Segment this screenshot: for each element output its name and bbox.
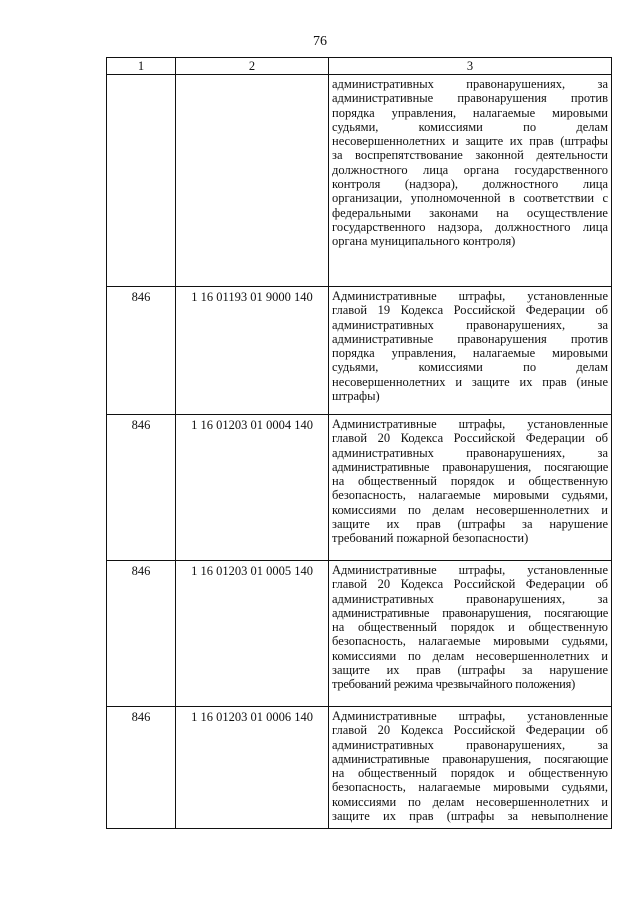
description-line: контроля (надзора), должностного лица <box>332 177 608 192</box>
page-number: 76 <box>313 34 327 49</box>
header-cell-1: 1 <box>107 58 176 75</box>
table-row <box>107 287 612 415</box>
description-line: государственного надзора, должностного лица <box>332 219 608 234</box>
description-line: комиссиями по делам несовершеннолетних и <box>332 648 608 663</box>
table-row <box>107 561 612 707</box>
header-cell-2: 2 <box>176 58 329 75</box>
description-line: административные правонарушения, посягающие <box>332 605 608 620</box>
description-line: на общественный порядок и общественную <box>332 766 608 781</box>
header-cell-3: 3 <box>329 58 612 75</box>
description-line: судьями, комиссиями по делам <box>332 360 608 375</box>
description-line: несовершеннолетних и защите их прав (иные <box>332 374 608 389</box>
description-line: безопасность, налагаемые мировыми судьями, <box>332 780 608 795</box>
kbk-code-cell: 1 16 01203 01 0004 140 <box>176 415 329 561</box>
description-line: на общественный порядок и общественную <box>332 474 608 489</box>
description-line: Административные штрафы, установленные <box>332 563 608 577</box>
description-line: федеральными законами на осуществление <box>332 205 608 220</box>
kbk-code-cell: 1 16 01203 01 0006 140 <box>176 707 329 829</box>
description-line: безопасность, налагаемые мировыми судьями, <box>332 488 608 503</box>
description-line: главой 20 Кодекса Российской Федерации об <box>332 723 608 738</box>
kbk-code-cell <box>176 75 329 287</box>
description-line: судьями, комиссиями по делам <box>332 119 608 134</box>
admin-code-cell <box>107 75 176 287</box>
description-line: несовершеннолетних и защите их прав (штрафы <box>332 134 608 149</box>
description-line: защите их прав (штрафы за нарушение <box>332 663 608 678</box>
description-line: административные правонарушения, посягающие <box>332 751 608 766</box>
description-line: административные правонарушения против <box>332 91 608 106</box>
description-line: административные правонарушения против <box>332 331 608 346</box>
description-line: требований режима чрезвычайного положения) <box>332 677 576 692</box>
description-line: административных правонарушениях, за <box>332 445 608 460</box>
description-line: административных правонарушениях, за <box>332 591 608 606</box>
description-line: за воспрепятствование законной деятельности <box>332 148 608 163</box>
admin-code-cell: 846 <box>107 561 176 707</box>
description-line: защите их прав (штрафы за нарушение <box>332 517 608 532</box>
description-line: комиссиями по делам несовершеннолетних и <box>332 794 608 809</box>
description-line: главой 20 Кодекса Российской Федерации об <box>332 577 608 592</box>
description-line: требований пожарной безопасности) <box>332 531 529 546</box>
admin-code-cell: 846 <box>107 415 176 561</box>
description-line: штрафы) <box>332 389 380 404</box>
description-line: Административные штрафы, установленные <box>332 417 608 431</box>
description-cell <box>329 415 612 561</box>
description-cell <box>329 561 612 707</box>
description-line: административных правонарушениях, за <box>332 317 608 332</box>
table-header-row <box>107 58 612 75</box>
budget-codes-table <box>106 57 612 829</box>
description-line: органа муниципального контроля) <box>332 234 516 249</box>
admin-code-cell: 846 <box>107 707 176 829</box>
description-line: главой 20 Кодекса Российской Федерации об <box>332 431 608 446</box>
description-line: комиссиями по делам несовершеннолетних и <box>332 502 608 517</box>
table-row <box>107 707 612 829</box>
description-line: порядка управления, налагаемые мировыми <box>332 105 608 120</box>
description-line: главой 19 Кодекса Российской Федерации об <box>332 303 608 318</box>
description-line: должностного лица органа государственного <box>332 162 608 177</box>
description-line: административных правонарушениях, за <box>332 77 608 91</box>
description-cell <box>329 707 612 829</box>
description-line: административных правонарушениях, за <box>332 737 608 752</box>
description-line: Административные штрафы, установленные <box>332 289 608 303</box>
description-line: организации, уполномоченной в соответствии с <box>332 191 608 206</box>
description-cell <box>329 75 612 287</box>
description-line: безопасность, налагаемые мировыми судьями, <box>332 634 608 649</box>
kbk-code-cell: 1 16 01193 01 9000 140 <box>176 287 329 415</box>
description-cell <box>329 287 612 415</box>
description-line: порядка управления, налагаемые мировыми <box>332 346 608 361</box>
description-line: защите их прав (штрафы за невыполнение <box>332 809 608 824</box>
table-row <box>107 75 612 287</box>
admin-code-cell: 846 <box>107 287 176 415</box>
description-line: административные правонарушения, посягающие <box>332 459 608 474</box>
table-row <box>107 415 612 561</box>
description-line: Административные штрафы, установленные <box>332 709 608 723</box>
kbk-code-cell: 1 16 01203 01 0005 140 <box>176 561 329 707</box>
description-line: на общественный порядок и общественную <box>332 620 608 635</box>
